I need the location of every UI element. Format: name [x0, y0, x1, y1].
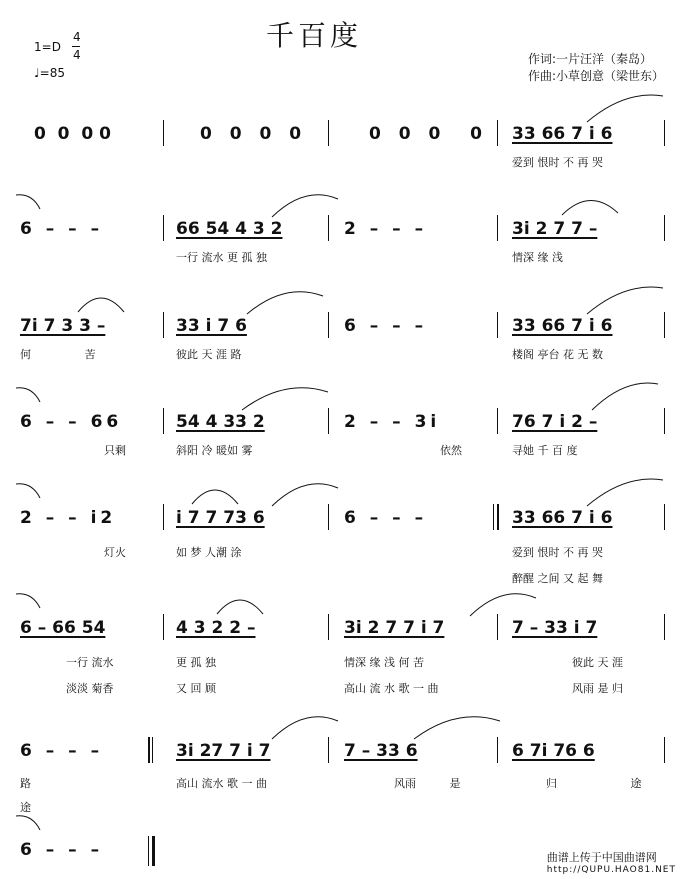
lyric-line: 彼此 天 涯 路 — [176, 348, 242, 361]
lyric-line: 如 梦 人潮 涂 — [176, 546, 242, 559]
slur — [14, 588, 44, 618]
slur — [190, 478, 240, 508]
barline — [328, 737, 329, 763]
lyric-line: 一行 流水 — [66, 656, 114, 669]
slur — [245, 286, 325, 316]
lyric-line: 爱到 恨时 不 再 哭 — [512, 546, 603, 559]
measure: 6 – – – — [20, 219, 104, 239]
slur — [14, 478, 44, 508]
barline — [664, 614, 665, 640]
measure: 6 – – – — [20, 840, 104, 860]
measure: 6 – – 66 — [20, 412, 123, 432]
slur — [76, 286, 126, 316]
final-barline — [152, 836, 155, 866]
slur — [585, 478, 665, 508]
measure: 54 4 33 2 — [176, 412, 265, 432]
barline — [497, 120, 498, 146]
lyric-line: 依然 — [440, 444, 462, 457]
lyric-line: 归 途 — [546, 777, 642, 790]
time-signature-bottom: 4 — [73, 48, 81, 62]
barline — [497, 408, 498, 434]
time-signature-line — [72, 46, 80, 47]
barline — [493, 504, 494, 530]
repeat-barline — [148, 737, 150, 763]
time-signature-top: 4 — [73, 30, 81, 44]
measure: 33 66 7 i 6 — [512, 316, 613, 336]
lyric-line: 灯火 — [104, 546, 126, 559]
lyric-line: 只剩 — [104, 444, 126, 457]
measure: 6 – – – — [344, 508, 428, 528]
barline — [497, 215, 498, 241]
lyric-line: 何 苦 — [20, 348, 96, 361]
barline — [148, 836, 149, 866]
slur — [14, 189, 44, 219]
barline — [328, 215, 329, 241]
barline — [497, 312, 498, 338]
measure: 3i 2 7 7 i 7 — [344, 618, 445, 638]
measure: 3i 2 7 7 – — [512, 219, 598, 239]
barline — [328, 408, 329, 434]
barline — [664, 312, 665, 338]
barline — [664, 737, 665, 763]
measure: 33 66 7 i 6 — [512, 124, 613, 144]
lyric-line: 风雨 是 归 — [572, 682, 623, 695]
barline — [163, 215, 164, 241]
key-signature: 1=D — [34, 40, 61, 54]
measure: 6 – – – — [344, 316, 428, 336]
slur — [590, 382, 660, 412]
repeat-barline — [497, 504, 499, 530]
measure: 4 3 2 2 – — [176, 618, 256, 638]
lyricist-credit: 作词:一片汪洋（秦岛） — [528, 52, 653, 66]
measure: 2 – – i2 — [20, 508, 117, 528]
lyric-line: 风雨 是 — [394, 777, 461, 790]
slur — [585, 286, 665, 316]
slur — [412, 711, 502, 741]
measure: 6 7i 76 6 — [512, 741, 595, 761]
measure: 6 – – – — [20, 741, 104, 761]
measure: 2 – – – — [344, 219, 428, 239]
song-title: 千百度 — [266, 19, 363, 52]
lyric-line: 路 — [20, 777, 31, 790]
barline — [163, 120, 164, 146]
barline — [328, 504, 329, 530]
tempo-marking: ♩=85 — [34, 66, 65, 80]
barline — [328, 614, 329, 640]
measure: 6 – 66 54 — [20, 618, 106, 638]
barline — [163, 408, 164, 434]
barline — [328, 120, 329, 146]
slur — [468, 588, 538, 618]
barline — [328, 312, 329, 338]
measure: 0 0 0 0 — [34, 124, 111, 144]
lyric-line: 斜阳 冷 暖如 雾 — [176, 444, 253, 457]
barline — [163, 312, 164, 338]
measure: 3i 27 7 i 7 — [176, 741, 271, 761]
lyric-line: 一行 流水 更 孤 独 — [176, 251, 267, 264]
barline — [664, 408, 665, 434]
lyric-line: 高山 流 水 歌 一 曲 — [344, 682, 439, 695]
barline — [497, 737, 498, 763]
lyric-line: 楼阁 亭台 花 无 数 — [512, 348, 603, 361]
lyric-line: 彼此 天 涯 — [572, 656, 623, 669]
lyric-line: 爱到 恨时 不 再 哭 — [512, 156, 603, 169]
watermark-line-1: 曲谱上传于中国曲谱网 — [546, 851, 657, 864]
slur — [215, 588, 265, 618]
lyric-line: 寻她 千 百 度 — [512, 444, 578, 457]
source-watermark — [547, 849, 676, 875]
composer-credit: 作曲:小草创意（梁世东） — [528, 69, 665, 83]
slur — [14, 382, 44, 412]
measure: 33 i 7 6 — [176, 316, 247, 336]
measure: 0 0 0 0 — [369, 124, 488, 144]
lyric-line: 途 — [20, 801, 31, 814]
measure: 33 66 7 i 6 — [512, 508, 613, 528]
measure: 7i 7 3 3 – — [20, 316, 106, 336]
slur — [270, 711, 340, 741]
lyric-line: 情深 缘 浅 — [512, 251, 563, 264]
lyric-line: 高山 流水 歌 一 曲 — [176, 777, 267, 790]
slur — [585, 94, 665, 124]
slur — [240, 382, 330, 412]
barline — [664, 215, 665, 241]
measure: 2 – – 3i — [344, 412, 441, 432]
slur — [270, 478, 340, 508]
watermark-line-2: http://QUPU.HAO81.NET — [546, 865, 676, 875]
lyric-line: 淡淡 菊香 — [66, 682, 114, 695]
barline — [163, 504, 164, 530]
measure: i 7 7 73 6 — [176, 508, 265, 528]
lyric-line: 又 回 顾 — [176, 682, 216, 695]
lyric-line: 更 孤 独 — [176, 656, 216, 669]
measure: 7 – 33 6 — [344, 741, 418, 761]
barline — [163, 614, 164, 640]
slur — [560, 189, 620, 219]
barline — [664, 504, 665, 530]
lyric-line: 情深 缘 浅 何 苦 — [344, 656, 424, 669]
measure: 7 – 33 i 7 — [512, 618, 598, 638]
measure: 0 0 0 0 — [200, 124, 308, 144]
slur — [270, 189, 340, 219]
measure: 66 54 4 3 2 — [176, 219, 283, 239]
barline — [152, 737, 153, 763]
lyric-line: 醉醒 之间 又 起 舞 — [512, 572, 603, 585]
measure: 76 7 i 2 – — [512, 412, 598, 432]
barline — [497, 614, 498, 640]
slur — [14, 810, 44, 840]
